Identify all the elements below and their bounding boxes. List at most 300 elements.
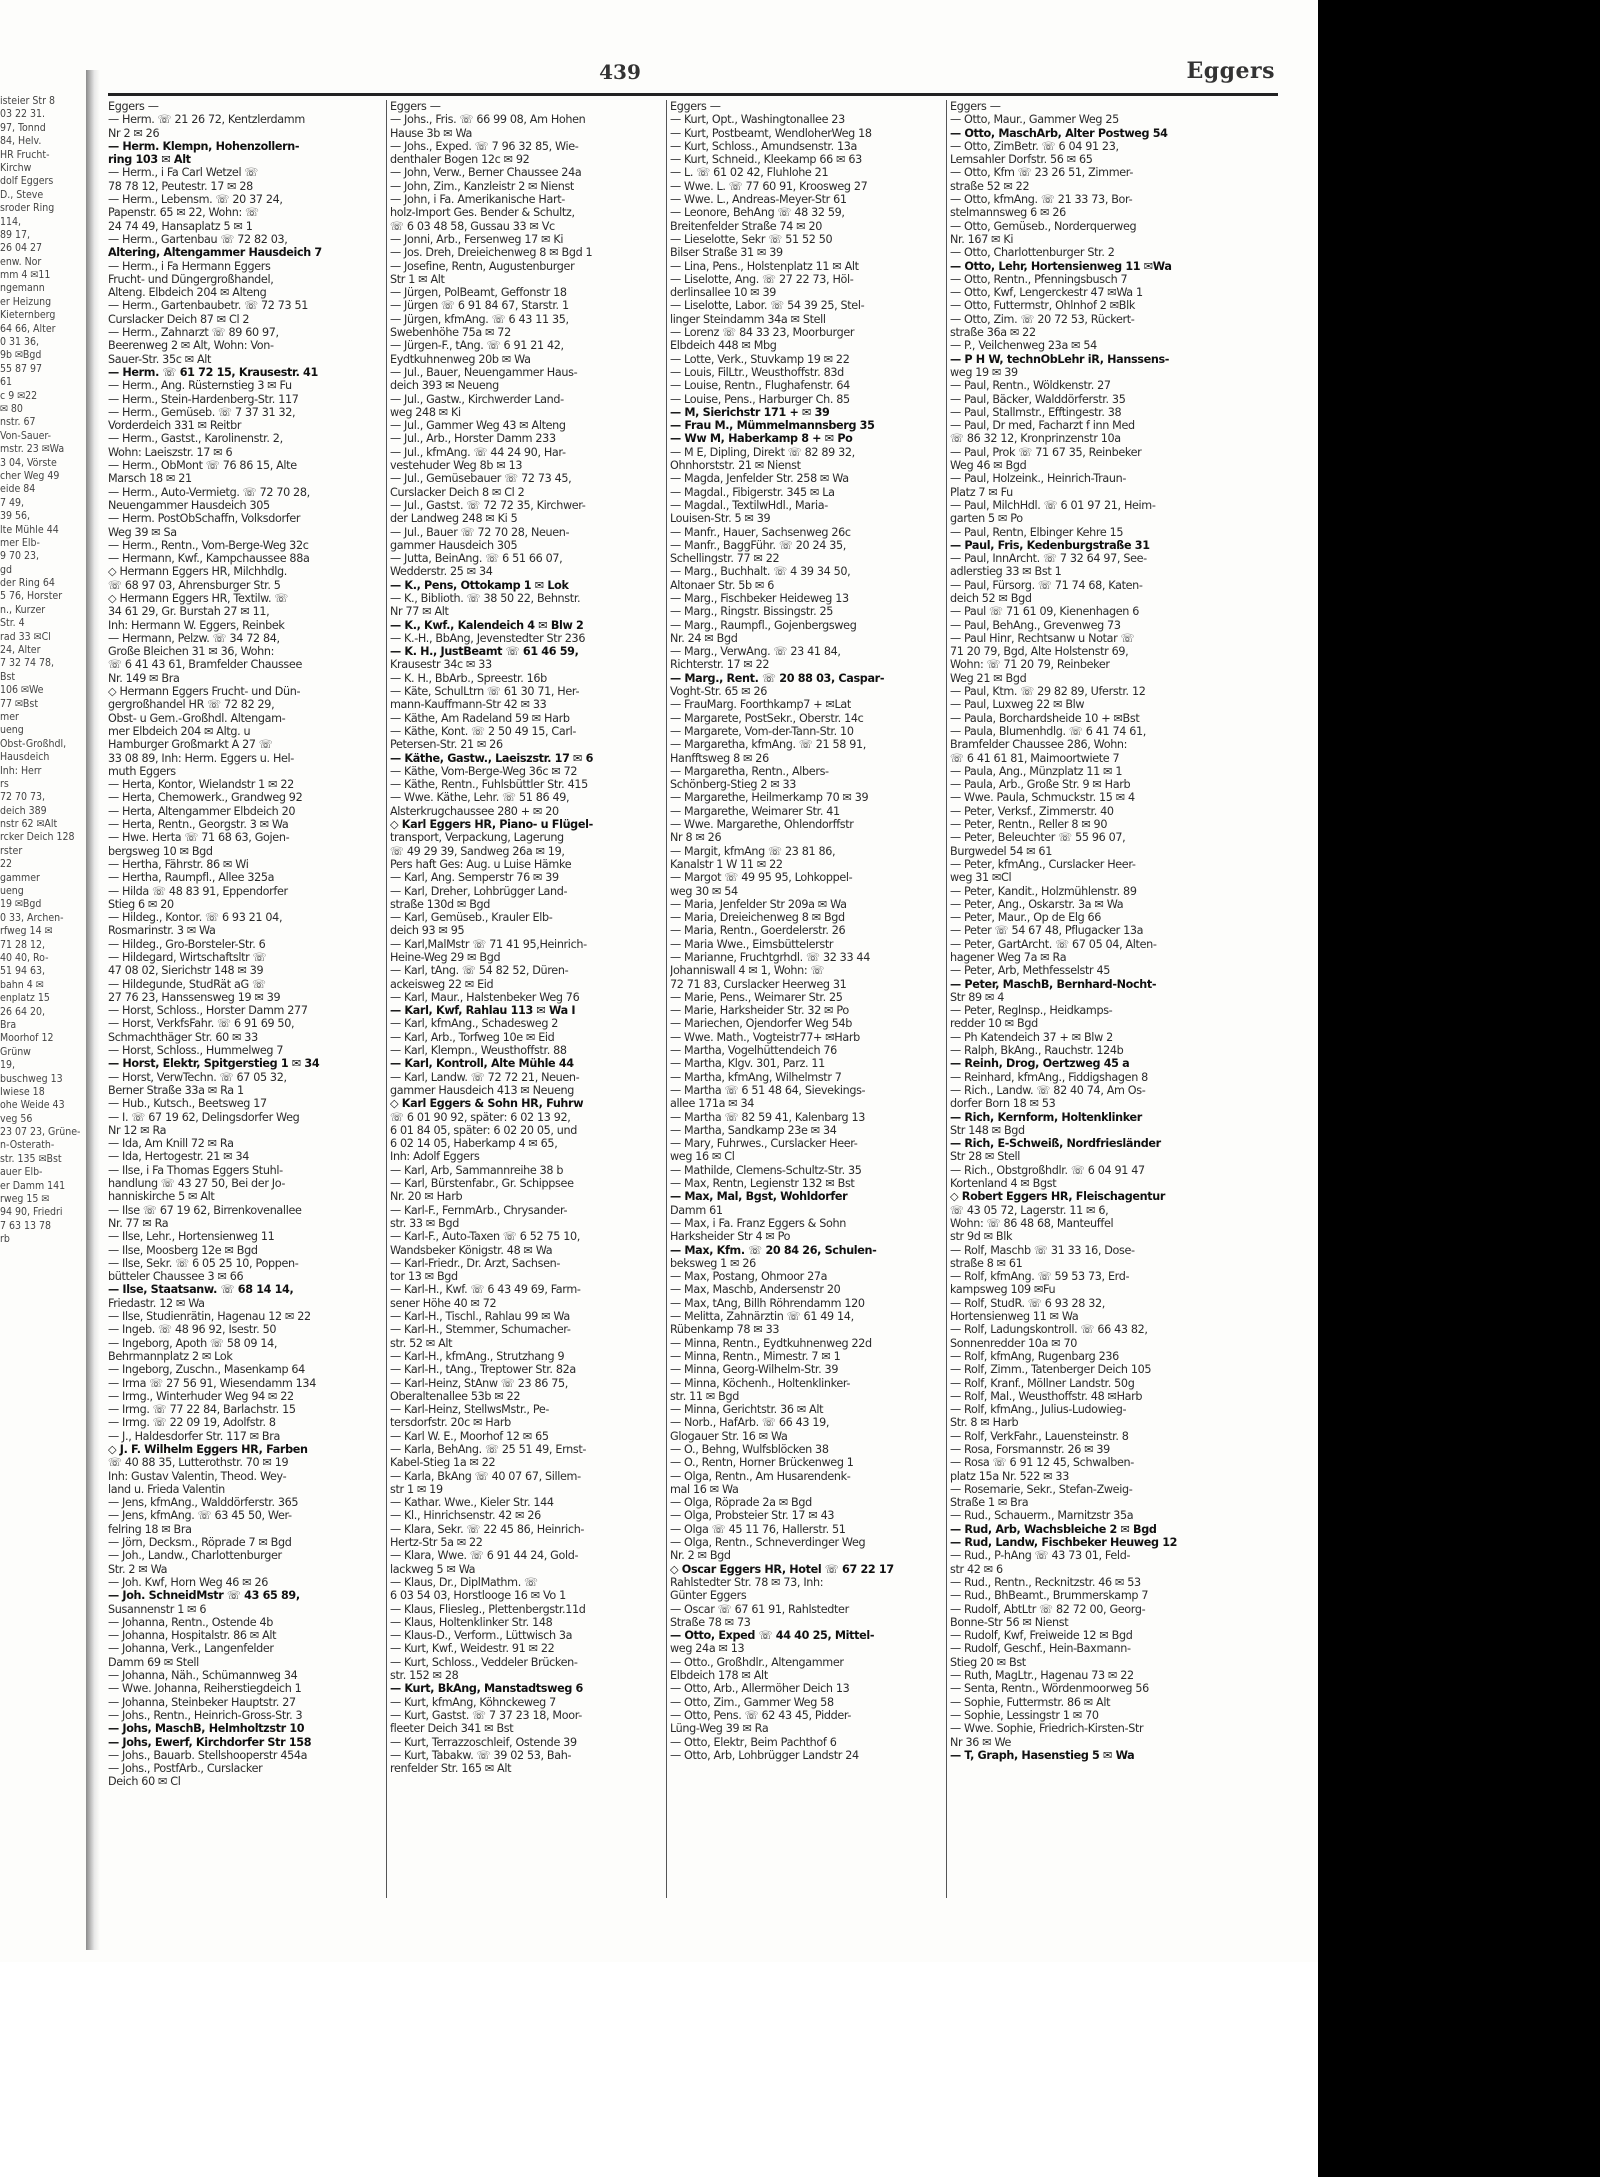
directory-entry-line: — Rich., Landw. ☏ 82 40 74, Am Os- bbox=[950, 1083, 1146, 1097]
adjacent-page-line: ohe Weide 43 bbox=[0, 1099, 65, 1112]
directory-entry-line: — Jul., Bauer, Neuengammer Haus- bbox=[390, 365, 578, 379]
directory-entry-line: — Peter, Maur., Op de Elg 66 bbox=[950, 911, 1102, 925]
book-gutter bbox=[86, 70, 100, 1950]
directory-entry-line: — Max, i Fa. Franz Eggers & Sohn bbox=[670, 1216, 846, 1230]
directory-entry-line: Petersen-Str. 21 ✉ 26 bbox=[390, 738, 503, 752]
directory-entry-line: — Josefine, Rentn, Augustenburger bbox=[390, 259, 575, 273]
directory-column-1 bbox=[108, 100, 380, 1789]
directory-entry-line: — Wwe. L. ☏ 77 60 91, Kroosweg 27 bbox=[670, 179, 868, 193]
directory-entry-line: — Herm., i Fa Carl Wetzel ☏ bbox=[108, 166, 259, 180]
directory-entry-line: — Minna, Gerichtstr. 36 ✉ Alt bbox=[670, 1403, 824, 1417]
directory-entry-line: — K.-H., BbAng, Jevenstedter Str 236 bbox=[390, 631, 586, 645]
directory-entry-line: — Otto, Pens. ☏ 62 43 45, Pidder- bbox=[670, 1708, 852, 1722]
directory-entry-line: Hamburger Großmarkt A 27 ☏ bbox=[108, 738, 273, 752]
directory-entry-line: Johanniswall 4 ✉ 1, Wohn: ☏ bbox=[670, 964, 825, 978]
directory-entry-line: — Paul, Rentn., Wöldkenstr. 27 bbox=[950, 379, 1111, 393]
directory-entry-line: — Irmg., Winterhuder Weg 94 ✉ 22 bbox=[108, 1389, 294, 1403]
directory-entry-line: — Jonni, Arb., Fersenweg 17 ✉ Ki bbox=[390, 232, 564, 246]
directory-entry-line: Nr 36 ✉ We bbox=[950, 1735, 1012, 1749]
directory-entry-line: — Karl-Heinz, StellwsMstr., Pe- bbox=[390, 1403, 550, 1417]
directory-entry-line: mal 16 ✉ Wa bbox=[670, 1482, 739, 1496]
directory-entry-line: — Herm., Gemüseb. ☏ 7 37 31 32, bbox=[108, 405, 296, 419]
directory-entry-line: — Karla, BkAng ☏ 40 07 67, Sillem- bbox=[390, 1469, 581, 1483]
directory-entry-line: — Karl-Friedr., Dr. Arzt, Sachsen- bbox=[390, 1256, 561, 1270]
directory-entry-line: — Herm. ☏ 21 26 72, Kentzlerdamm bbox=[108, 113, 305, 127]
directory-entry-line: — Sophie, Futtermstr. 86 ✉ Alt bbox=[950, 1695, 1111, 1709]
directory-entry-line: — Rud., Rentn., Recknitzstr. 46 ✉ 53 bbox=[950, 1575, 1141, 1589]
column-header-name: Eggers — bbox=[670, 100, 721, 113]
directory-entry-line: — Max, Kfm. ☏ 20 84 26, Schulen- bbox=[670, 1243, 877, 1257]
directory-entry-line: ◇ Oscar Eggers HR, Hotel ☏ 67 22 17 bbox=[670, 1562, 894, 1576]
directory-entry-line: — Minna, Rentn., Eydtkuhnenweg 22d bbox=[670, 1336, 872, 1350]
directory-entry-line: bütteler Chaussee 3 ✉ 66 bbox=[108, 1270, 244, 1284]
directory-entry-line: Straße 78 ✉ 73 bbox=[670, 1615, 751, 1629]
directory-entry-line: — Peter, kfmAng., Curslacker Heer- bbox=[950, 857, 1136, 871]
adjacent-page-line: n-Osterath- bbox=[0, 1139, 55, 1152]
directory-entry-line: — Marie, Harksheider Str. 32 ✉ Po bbox=[670, 1004, 849, 1018]
directory-entry-line: — Manfr., BaggFühr. ☏ 20 24 35, bbox=[670, 538, 847, 552]
adjacent-page-line: Iwiese 18 bbox=[0, 1085, 45, 1098]
adjacent-page-line: deich 389 bbox=[0, 804, 47, 817]
adjacent-page-line: Obst-Großhdl, bbox=[0, 737, 67, 750]
directory-entry-line: denthaler Bogen 12c ✉ 92 bbox=[390, 153, 530, 167]
directory-entry-line: Damm 69 ✉ Stell bbox=[108, 1655, 199, 1669]
directory-entry-line: — Otto, Arb., Allermöher Deich 13 bbox=[670, 1682, 850, 1696]
adjacent-page-line: rb bbox=[0, 1233, 10, 1246]
directory-entry-line: — Karl, Kwf, Rahlau 113 ✉ Wa I bbox=[390, 1004, 576, 1018]
directory-entry-line: — Karl, Landw. ☏ 72 72 21, Neuen- bbox=[390, 1070, 580, 1084]
directory-entry-line: gergroßhandel HR ☏ 72 82 29, bbox=[108, 698, 275, 712]
directory-entry-line: — Senta, Rentn., Wördenmoorweg 56 bbox=[950, 1682, 1149, 1696]
adjacent-page-line: isteier Str 8 bbox=[0, 95, 55, 107]
directory-entry-line: — Johs., Exped. ☏ 7 96 32 85, Wie- bbox=[390, 139, 579, 153]
directory-entry-line: — Karl, Dreher, Lohbrügger Land- bbox=[390, 884, 568, 898]
directory-entry-line: kampsweg 109 ✉Fu bbox=[950, 1283, 1056, 1297]
directory-entry-line: — O., Rentn, Horner Brückenweg 1 bbox=[670, 1456, 854, 1470]
directory-entry-line: weg 24a ✉ 13 bbox=[670, 1642, 745, 1656]
directory-entry-line: — Paul, Ktm. ☏ 29 82 89, Uferstr. 12 bbox=[950, 685, 1146, 699]
adjacent-page-line: veg 56 bbox=[0, 1112, 33, 1125]
directory-entry-line: — Klara, Wwe. ☏ 6 91 44 24, Gold- bbox=[390, 1549, 579, 1563]
adjacent-page-line: 72 70 73, bbox=[0, 791, 46, 804]
directory-entry-line: ackeisweg 22 ✉ Eid bbox=[390, 977, 494, 991]
directory-entry-line: — Rolf, kfmAng, Rugenbarg 236 bbox=[950, 1349, 1119, 1363]
directory-entry-line: — Käthe, Am Radeland 59 ✉ Harb bbox=[390, 711, 570, 725]
directory-entry-line: — Herm., Lebensm. ☏ 20 37 24, bbox=[108, 193, 283, 207]
directory-entry-line: — Herta, Altengammer Elbdeich 20 bbox=[108, 804, 296, 818]
directory-entry-line: — Wwe. Math., Vogteistr77+ ✉Harb bbox=[670, 1030, 860, 1044]
directory-entry-line: — Ralph, BkAng., Rauchstr. 124b bbox=[950, 1044, 1124, 1058]
directory-entry-line: — Rosa ☏ 6 91 12 45, Schwalben- bbox=[950, 1456, 1134, 1470]
directory-entry-line: — Kurt, Postbeamt, WendloherWeg 18 bbox=[670, 126, 872, 140]
directory-entry-line: Wandsbeker Königstr. 48 ✉ Wa bbox=[390, 1243, 553, 1257]
directory-entry-line: — Jul., Gastw., Kirchwerder Land- bbox=[390, 392, 564, 406]
directory-entry-line: — Herm., Gartenbaubetr. ☏ 72 73 51 bbox=[108, 299, 309, 313]
directory-entry-line: — Paul, Stallmstr., Efftingestr. 38 bbox=[950, 405, 1122, 419]
directory-entry-line: — Irmg. ☏ 22 09 19, Adolfstr. 8 bbox=[108, 1416, 276, 1430]
directory-entry-line: — K., Pens, Ottokamp 1 ✉ Lok bbox=[390, 578, 569, 592]
directory-entry-line: — Frau M., Mümmelmannsberg 35 bbox=[670, 419, 875, 433]
directory-entry-line: — Horst, Schloss., Hummelweg 7 bbox=[108, 1044, 284, 1058]
directory-entry-line: — Herta, Kontor, Wielandstr 1 ✉ 22 bbox=[108, 778, 294, 792]
directory-entry-line: Friedastr. 12 ✉ Wa bbox=[108, 1296, 205, 1310]
directory-entry-line: ◇ Robert Eggers HR, Fleischagentur bbox=[950, 1190, 1165, 1204]
directory-entry-line: Voght-Str. 65 ✉ 26 bbox=[670, 685, 768, 699]
directory-entry-line: — Minna, Köchenh., Holtenklinker- bbox=[670, 1376, 851, 1390]
directory-entry-line: — Marianne, Fruchtgrhdl. ☏ 32 33 44 bbox=[670, 951, 870, 964]
directory-entry-line: — Otto, Exped ☏ 44 40 25, Mittel- bbox=[670, 1629, 875, 1643]
directory-entry-line: muth Eggers bbox=[108, 764, 176, 778]
directory-entry-line: Curslacker Deich 8 ✉ Cl 2 bbox=[390, 485, 525, 499]
directory-entry-line: — Peter, GartArcht. ☏ 67 05 04, Alten- bbox=[950, 937, 1157, 951]
directory-entry-line: Eydtkuhnenweg 20b ✉ Wa bbox=[390, 352, 531, 366]
directory-entry-line: — Paula, Arb., Große Str. 9 ✉ Harb bbox=[950, 778, 1131, 792]
directory-entry-line: — Melitta, Zahnärztin ☏ 61 49 14, bbox=[670, 1310, 854, 1324]
directory-entry-line: — Marg., VerwAng. ☏ 23 41 84, bbox=[670, 645, 841, 659]
directory-entry-line: — Olga, Rentn., Schneverdinger Weg bbox=[670, 1536, 866, 1550]
adjacent-page-line: Hausdeich bbox=[0, 751, 50, 764]
directory-entry-line: — Ingeborg, Apoth ☏ 58 09 14, bbox=[108, 1336, 278, 1350]
directory-entry-line: — John, i Fa. Amerikanische Hart- bbox=[390, 193, 565, 207]
directory-entry-line: — Peter, Arb, Methfesselstr 45 bbox=[950, 964, 1111, 978]
directory-entry-line: — Kurt, kfmAng, Köhnckeweg 7 bbox=[390, 1695, 556, 1709]
directory-entry-line: — Peter, Ang., Oskarstr. 3a ✉ Wa bbox=[950, 897, 1124, 911]
adjacent-page-line: Bra bbox=[0, 1018, 17, 1031]
adjacent-page-line: enw. Nor bbox=[0, 255, 42, 268]
directory-entry-line: — Kurt, Tabakw. ☏ 39 02 53, Bah- bbox=[390, 1748, 572, 1762]
directory-entry-line: land u. Frieda Valentin bbox=[108, 1482, 225, 1496]
adjacent-page-line: buschweg 13 bbox=[0, 1072, 63, 1085]
directory-entry-line: — Herm., Stein-Hardenberg-Str. 117 bbox=[108, 392, 299, 406]
directory-entry-line: — Joh., Landw., Charlottenburger bbox=[108, 1549, 282, 1563]
directory-entry-line: Papenstr. 65 ✉ 22, Wohn: ☏ bbox=[108, 206, 259, 220]
directory-entry-line: redder 10 ✉ Bgd bbox=[950, 1017, 1038, 1031]
adjacent-page-line: 71 28 12, bbox=[0, 938, 46, 951]
directory-entry-line: stelmannsweg 6 ✉ 26 bbox=[950, 206, 1066, 220]
directory-entry-line: Rübenkamp 78 ✉ 33 bbox=[670, 1323, 780, 1337]
directory-entry-line: — K. H., JustBeamt ☏ 61 46 59, bbox=[390, 645, 579, 659]
directory-entry-line: 72 71 83, Curslacker Heerweg 31 bbox=[670, 977, 847, 991]
directory-entry-line: Swebenhöhe 75a ✉ 72 bbox=[390, 326, 511, 340]
directory-entry-line: — Otto, Lehr, Hortensienweg 11 ✉Wa bbox=[950, 259, 1172, 273]
directory-entry-line: — Karl, tAng. ☏ 54 82 52, Düren- bbox=[390, 964, 569, 978]
directory-entry-line: — Herm. PostObSchaffn, Volksdorfer bbox=[108, 512, 301, 526]
directory-entry-line: — Minna, Georg-Wilhelm-Str. 39 bbox=[670, 1363, 839, 1377]
directory-entry-line: — Ph Katendeich 37 + ✉ Blw 2 bbox=[950, 1030, 1113, 1044]
directory-entry-line: Hanfftsweg 8 ✉ 26 bbox=[670, 751, 769, 765]
directory-entry-line: — Otto, Arb, Lohbrügger Landstr 24 bbox=[670, 1748, 859, 1762]
directory-entry-line: — Mary, Fuhrwes., Curslacker Heer- bbox=[670, 1137, 858, 1151]
directory-entry-line: — Paul, Bäcker, Walddörferstr. 35 bbox=[950, 392, 1126, 406]
directory-entry-line: — Herta, Rentn., Georgstr. 3 ✉ Wa bbox=[108, 818, 289, 832]
directory-entry-line: — Max, Postang, Ohmoor 27a bbox=[670, 1270, 828, 1284]
directory-entry-line: fleeter Deich 341 ✉ Bst bbox=[390, 1722, 514, 1736]
column-divider bbox=[666, 100, 667, 1898]
directory-entry-line: — Otto, Kfm ☏ 23 26 51, Zimmer- bbox=[950, 166, 1134, 180]
directory-entry-line: — Reinhard, kfmAng., Fiddigshagen 8 bbox=[950, 1070, 1148, 1084]
adjacent-page-line: 61 bbox=[0, 376, 13, 389]
directory-entry-line: ☏ 6 03 48 58, Gussau 33 ✉ Vc bbox=[390, 219, 555, 233]
directory-entry-line: — Max, Maschb, Andersenstr 20 bbox=[670, 1283, 841, 1297]
directory-entry-line: 78 78 12, Peutestr. 17 ✉ 28 bbox=[108, 179, 253, 193]
directory-entry-line: — Karl-H., tAng., Treptower Str. 82a bbox=[390, 1363, 576, 1377]
directory-entry-line: garten 5 ✉ Po bbox=[950, 512, 1023, 526]
directory-entry-line: — Paul, BehAng., Grevenweg 73 bbox=[950, 618, 1121, 632]
directory-entry-line: gammer Hausdeich 413 ✉ Neueng bbox=[390, 1083, 574, 1097]
directory-entry-line: 71 20 79, Bgd, Alte Holstenstr 69, bbox=[950, 645, 1129, 659]
adjacent-page-line: 77 ✉Bst bbox=[0, 697, 39, 710]
directory-entry-line: Nr. 20 ✉ Harb bbox=[390, 1190, 463, 1204]
adjacent-page-line: 3 04, Vörste bbox=[0, 456, 57, 469]
directory-entry-line: Vorderdeich 331 ✉ Reitbr bbox=[108, 419, 242, 433]
directory-entry-line: — Klaus-D., Verform., Lüttwisch 3a bbox=[390, 1629, 573, 1643]
directory-entry-line: 33 08 89, Inh: Herm. Eggers u. Hel- bbox=[108, 751, 294, 765]
directory-entry-line: — Klaus, Holtenklinker Str. 148 bbox=[390, 1615, 553, 1629]
directory-entry-line: — Karl-Heinz, StAnw ☏ 23 86 75, bbox=[390, 1376, 568, 1390]
adjacent-page-line: 84, Helv. bbox=[0, 135, 42, 148]
directory-entry-line: — Johs., Bauarb. Stellshooperstr 454a bbox=[108, 1748, 308, 1762]
adjacent-page-line: gammer bbox=[0, 871, 40, 884]
directory-entry-line: — Marg., Fischbeker Heideweg 13 bbox=[670, 591, 849, 605]
directory-entry-line: ☏ 6 01 90 92, später: 6 02 13 92, bbox=[390, 1110, 571, 1124]
directory-entry-line: — Käte, SchulLtrn ☏ 61 30 71, Her- bbox=[390, 685, 580, 699]
directory-entry-line: Stieg 6 ✉ 20 bbox=[108, 897, 174, 911]
directory-entry-line: — Maria, Dreieichenweg 8 ✉ Bgd bbox=[670, 911, 845, 925]
directory-entry-line: — Herm. Klempn, Hohenzollern- bbox=[108, 139, 300, 153]
adjacent-page-line: Grünw bbox=[0, 1045, 31, 1058]
directory-entry-line: — FrauMarg. Foorthkamp7 + ✉Lat bbox=[670, 698, 851, 712]
directory-entry-line: der Landweg 248 ✉ Ki 5 bbox=[390, 512, 518, 526]
directory-entry-line: Sonnenredder 10a ✉ 70 bbox=[950, 1336, 1078, 1350]
adjacent-page-line: mer bbox=[0, 710, 19, 723]
directory-entry-line: — Paul, Fürsorg. ☏ 71 74 68, Katen- bbox=[950, 578, 1143, 592]
directory-entry-line: — Käthe, Gastw., Laeiszstr. 17 ✉ 6 bbox=[390, 751, 594, 765]
directory-entry-line: gammer Hausdeich 305 bbox=[390, 538, 518, 552]
header-rule bbox=[108, 93, 1278, 96]
directory-entry-line: ◇ Hermann Eggers HR, Milchhdlg. bbox=[108, 565, 288, 579]
directory-entry-line: — Paul, Rentn, Elbinger Kehre 15 bbox=[950, 525, 1124, 539]
directory-entry-line: — Karl-H., Stemmer, Schumacher- bbox=[390, 1323, 571, 1337]
directory-entry-line: Obst- u Gem.-Großhdl. Altengam- bbox=[108, 711, 286, 725]
directory-entry-line: Str. 8 ✉ Harb bbox=[950, 1416, 1019, 1430]
directory-entry-line: — Olga, Rentn., Am Husarendenk- bbox=[670, 1469, 851, 1483]
directory-entry-line: — Paula, Ang., Münzplatz 11 ✉ 1 bbox=[950, 764, 1123, 778]
directory-entry-line: — Otto, Rentn., Pfenningsbusch 7 bbox=[950, 272, 1128, 286]
directory-entry-line: — John, Zim., Kanzleistr 2 ✉ Nienst bbox=[390, 179, 574, 193]
directory-entry-line: — Hildegunde, StudRät aG ☏ bbox=[108, 977, 266, 991]
adjacent-page-line: nstr. 67 bbox=[0, 416, 36, 429]
directory-entry-line: — Rudolf, AbtLtr ☏ 82 72 00, Georg- bbox=[950, 1602, 1146, 1616]
directory-entry-line: Elbdeich 448 ✉ Mbg bbox=[670, 339, 777, 353]
adjacent-page-line: 22 bbox=[0, 858, 13, 871]
column-header-name: Eggers — bbox=[390, 100, 441, 113]
directory-entry-line: Alteng. Elbdeich 204 ✉ Alteng bbox=[108, 286, 267, 300]
directory-entry-line: — Hertha, Raumpfl., Allee 325a bbox=[108, 871, 275, 885]
directory-entry-line: — Norb., HafArb. ☏ 66 43 19, bbox=[670, 1416, 830, 1430]
directory-entry-line: 6 02 14 05, Haberkamp 4 ✉ 65, bbox=[390, 1137, 558, 1151]
directory-entry-line: — Magda, Jenfelder Str. 258 ✉ Wa bbox=[670, 472, 849, 486]
directory-entry-line: — Rich., Obstgroßhdlr. ☏ 6 04 91 47 bbox=[950, 1163, 1145, 1177]
directory-entry-line: tor 13 ✉ Bgd bbox=[390, 1270, 458, 1284]
directory-entry-line: — Hildeg., Gro-Borsteler-Str. 6 bbox=[108, 937, 266, 951]
directory-entry-line: — Herm., ObMont ☏ 76 86 15, Alte bbox=[108, 459, 297, 473]
directory-entry-line: — Ruth, MagLtr., Hagenau 73 ✉ 22 bbox=[950, 1669, 1134, 1683]
directory-entry-line: Nr. 24 ✉ Bgd bbox=[670, 631, 738, 645]
directory-entry-line: — Herta, Chemowerk., Grandweg 92 bbox=[108, 791, 303, 805]
adjacent-page-line: enplatz 15 bbox=[0, 992, 50, 1005]
directory-entry-line: — Johanna, Verk., Langenfelder bbox=[108, 1642, 274, 1656]
directory-entry-line: — Rolf, Mal., Weusthoffstr. 48 ✉Harb bbox=[950, 1389, 1143, 1403]
directory-entry-line: Große Bleichen 31 ✉ 36, Wohn: bbox=[108, 645, 275, 659]
directory-entry-line: Str 148 ✉ Bgd bbox=[950, 1123, 1025, 1137]
directory-entry-line: platz 15a Nr. 522 ✉ 33 bbox=[950, 1469, 1069, 1483]
adjacent-page-line: rweg 15 ✉ bbox=[0, 1193, 50, 1206]
directory-entry-line: — M E, Dipling, Direkt ☏ 82 89 32, bbox=[670, 445, 855, 459]
directory-entry-line: — John, Verw., Berner Chaussee 24a bbox=[390, 166, 582, 180]
adjacent-page-line: 106 ✉We bbox=[0, 684, 44, 697]
directory-entry-line: — Jürgen-F., tAng. ☏ 6 91 21 42, bbox=[390, 339, 564, 353]
directory-entry-line: — Maria Wwe., Eimsbüttelerstr bbox=[670, 937, 834, 951]
adjacent-page-line: bahn 4 ✉ bbox=[0, 978, 44, 991]
directory-entry-line: — Margarete, PostSekr., Oberstr. 14c bbox=[670, 711, 864, 725]
directory-entry-line: Louisen-Str. 5 ✉ 39 bbox=[670, 512, 771, 526]
directory-entry-line: — Herm., Auto-Vermietg. ☏ 72 70 28, bbox=[108, 485, 310, 499]
directory-entry-line: — Otto, Elektr, Beim Pachthof 6 bbox=[670, 1735, 837, 1749]
directory-entry-line: — Karl, Maur., Halstenbeker Weg 76 bbox=[390, 990, 580, 1004]
adjacent-page-line: Von-Sauer- bbox=[0, 429, 52, 442]
adjacent-page-line: 97, Tonnd bbox=[0, 121, 46, 134]
directory-entry-line: — Marie, Pens., Weimarer Str. 25 bbox=[670, 990, 843, 1004]
directory-entry-line: straße 8 ✉ 61 bbox=[950, 1256, 1023, 1270]
directory-entry-line: — Peter, Beleuchter ☏ 55 96 07, bbox=[950, 831, 1126, 845]
directory-entry-line: — Marg., Ringstr. Bissingstr. 25 bbox=[670, 605, 834, 619]
directory-entry-line: Altering, Altengammer Hausdeich 7 bbox=[108, 246, 322, 260]
directory-entry-line: — Karla, BehAng. ☏ 25 51 49, Ernst- bbox=[390, 1442, 587, 1456]
directory-entry-line: — Johanna, Rentn., Ostende 4b bbox=[108, 1615, 273, 1629]
directory-entry-line: — Margit, kfmAng ☏ 23 81 86, bbox=[670, 844, 836, 858]
directory-entry-line: — Rolf, kfmAng., Julius-Ludowieg- bbox=[950, 1403, 1127, 1417]
directory-entry-line: — Kurt, Kwf., Weidestr. 91 ✉ 22 bbox=[390, 1642, 555, 1656]
directory-entry-line: deich 393 ✉ Neueng bbox=[390, 379, 499, 393]
directory-entry-line: Inh: Adolf Eggers bbox=[390, 1150, 480, 1164]
adjacent-page-line: mstr. 23 ✉Wa bbox=[0, 443, 65, 456]
directory-entry-line: — Kurt, Opt., Washingtonallee 23 bbox=[670, 113, 845, 127]
directory-entry-line: ◇ Karl Eggers HR, Piano- u Flügel- bbox=[390, 818, 593, 832]
directory-entry-line: Hause 3b ✉ Wa bbox=[390, 126, 472, 140]
directory-entry-line: Rahlstedter Str. 78 ✉ 73, Inh: bbox=[670, 1575, 824, 1589]
directory-entry-line: ◇ Karl Eggers & Sohn HR, Fuhrw bbox=[390, 1097, 584, 1111]
adjacent-page-line: gd bbox=[0, 563, 12, 576]
directory-entry-line: — Karl,MalMstr ☏ 71 41 95,Heinrich- bbox=[390, 937, 587, 951]
directory-entry-line: Günter Eggers bbox=[670, 1589, 747, 1603]
adjacent-page-line: c 9 ✉22 bbox=[0, 389, 38, 402]
adjacent-page-line: 40 40, Ro- bbox=[0, 952, 49, 964]
directory-entry-line: Nr. 2 ✉ Bgd bbox=[670, 1549, 731, 1563]
directory-entry-line: Nr 8 ✉ 26 bbox=[670, 831, 722, 845]
directory-entry-line: — Rich, E-Schweiß, Nordfriesländer bbox=[950, 1137, 1161, 1151]
directory-entry-line: — Karl-F., FernmArb., Chrysander- bbox=[390, 1203, 568, 1217]
directory-entry-line: — Hilda ☏ 48 83 91, Eppendorfer bbox=[108, 884, 288, 898]
directory-entry-line: — O., Behng, Wulfsblöcken 38 bbox=[670, 1442, 829, 1456]
directory-entry-line: — Lorenz ☏ 84 33 23, Moorburger bbox=[670, 326, 855, 340]
directory-entry-line: — Ilse, Studienrätin, Hagenau 12 ✉ 22 bbox=[108, 1310, 311, 1324]
directory-entry-line: — Reinh, Drog, Oertzweg 45 a bbox=[950, 1057, 1130, 1071]
directory-entry-line: str. 52 ✉ Alt bbox=[390, 1336, 453, 1350]
directory-entry-line: Elbdeich 178 ✉ Alt bbox=[670, 1669, 768, 1683]
directory-entry-line: — Johs., Rentn., Heinrich-Gross-Str. 3 bbox=[108, 1708, 303, 1722]
directory-entry-line: — Rolf, StudR. ☏ 6 93 28 32, bbox=[950, 1296, 1105, 1310]
directory-entry-line: allee 171a ✉ 34 bbox=[670, 1097, 755, 1111]
directory-entry-line: Curslacker Deich 87 ✉ Cl 2 bbox=[108, 312, 250, 326]
directory-entry-line: Beerenweg 2 ✉ Alt, Wohn: Von- bbox=[108, 339, 274, 353]
directory-entry-line: — Leonore, BehAng ☏ 48 32 59, bbox=[670, 206, 845, 220]
directory-column-2 bbox=[390, 100, 662, 1775]
directory-entry-line: — Wwe. Paula, Schmuckstr. 15 ✉ 4 bbox=[950, 791, 1135, 805]
adjacent-page-line: rcker Deich 128 bbox=[0, 831, 75, 844]
directory-entry-line: — Mariechen, Ojendorfer Weg 54b bbox=[670, 1017, 853, 1031]
directory-entry-line: lackweg 5 ✉ Wa bbox=[390, 1562, 476, 1576]
directory-entry-line: — Jos. Dreh, Dreieichenweg 8 ✉ Bgd 1 bbox=[390, 246, 593, 260]
adjacent-page-line: Kirchw bbox=[0, 161, 32, 174]
directory-entry-line: handlung ☏ 43 27 50, Bei der Jo- bbox=[108, 1177, 286, 1191]
directory-entry-line: — K., Kwf., Kalendeich 4 ✉ Blw 2 bbox=[390, 618, 584, 632]
directory-entry-line: straße 36a ✉ 22 bbox=[950, 326, 1036, 340]
directory-entry-line: Inh: Hermann W. Eggers, Reinbek bbox=[108, 618, 285, 632]
directory-entry-line: Burgwedel 54 ✉ 61 bbox=[950, 844, 1052, 858]
directory-entry-line: str. 33 ✉ Bgd bbox=[390, 1216, 459, 1230]
directory-entry-line: — Käthe, Vom-Berge-Weg 36c ✉ 72 bbox=[390, 764, 578, 778]
directory-entry-line: — Horst, VerwTechn. ☏ 67 05 32, bbox=[108, 1070, 287, 1084]
directory-entry-line: weg 16 ✉ Cl bbox=[670, 1150, 735, 1164]
directory-entry-line: — Horst, VerkfsFahr. ☏ 6 91 69 50, bbox=[108, 1017, 295, 1031]
directory-entry-line: — J., Haldesdorfer Str. 117 ✉ Bra bbox=[108, 1429, 281, 1443]
directory-entry-line: — Lina, Pens., Holstenplatz 11 ✉ Alt bbox=[670, 259, 859, 273]
directory-entry-line: — Karl, Kontroll, Alte Mühle 44 bbox=[390, 1057, 574, 1071]
directory-entry-line: Wedderstr. 25 ✉ 34 bbox=[390, 565, 493, 579]
adjacent-page-line: HR Frucht- bbox=[0, 148, 50, 161]
directory-entry-line: — Karl, Klempn., Weusthoffstr. 88 bbox=[390, 1044, 567, 1058]
directory-entry-line: str. 152 ✉ 28 bbox=[390, 1669, 459, 1683]
directory-entry-line: ☏ 86 32 12, Kronprinzenstr 10a bbox=[950, 432, 1121, 446]
adjacent-page-line: 9 70 23, bbox=[0, 550, 40, 563]
directory-entry-line: — Rolf, Ladungskontroll. ☏ 66 43 82, bbox=[950, 1323, 1148, 1337]
directory-entry-line: Str 1 ✉ Alt bbox=[390, 272, 445, 286]
directory-entry-line: — Herm., i Fa Hermann Eggers bbox=[108, 259, 271, 273]
directory-entry-line: Harksheider Str 4 ✉ Po bbox=[670, 1230, 791, 1244]
directory-entry-line: — Magdal., Fibigerstr. 345 ✉ La bbox=[670, 485, 835, 499]
directory-entry-line: str 9d ✉ Blk bbox=[950, 1230, 1013, 1244]
directory-entry-line: — Jürgen ☏ 6 91 84 67, Starstr. 1 bbox=[390, 299, 569, 313]
page-number: 439 bbox=[599, 60, 641, 84]
directory-entry-line: — P., Veilchenweg 23a ✉ 54 bbox=[950, 339, 1097, 353]
directory-entry-line: — Otto, Zim., Gammer Weg 58 bbox=[670, 1695, 834, 1709]
directory-entry-line: ☏ 40 88 35, Lutterothstr. 70 ✉ 19 bbox=[108, 1456, 289, 1470]
adjacent-page-line: rad 33 ✉Cl bbox=[0, 630, 51, 643]
directory-entry-line: Altonaer Str. 5b ✉ 6 bbox=[670, 578, 774, 592]
directory-entry-line: weg 19 ✉ 39 bbox=[950, 365, 1018, 379]
directory-column-4 bbox=[950, 100, 1222, 1762]
directory-entry-line: 27 76 23, Hanssensweg 19 ✉ 39 bbox=[108, 990, 281, 1004]
directory-entry-line: — Ingeb. ☏ 48 96 92, Isestr. 50 bbox=[108, 1323, 277, 1337]
adjacent-page-line: 24, Alter bbox=[0, 644, 41, 657]
directory-entry-line: Breitenfelder Straße 74 ✉ 20 bbox=[670, 219, 823, 233]
directory-entry-line: Stieg 20 ✉ Bst bbox=[950, 1655, 1026, 1669]
directory-entry-line: Lemsahler Dorfstr. 56 ✉ 65 bbox=[950, 153, 1093, 167]
directory-entry-line: — Jürgen, PolBeamt, Geffonstr 18 bbox=[390, 286, 567, 300]
adjacent-page-line: ngemann bbox=[0, 282, 45, 295]
directory-entry-line: — Herm., Rentn., Vom-Berge-Weg 32c bbox=[108, 538, 309, 552]
directory-entry-line: — Marg., Raumpfl., Gojenbergsweg bbox=[670, 618, 857, 632]
